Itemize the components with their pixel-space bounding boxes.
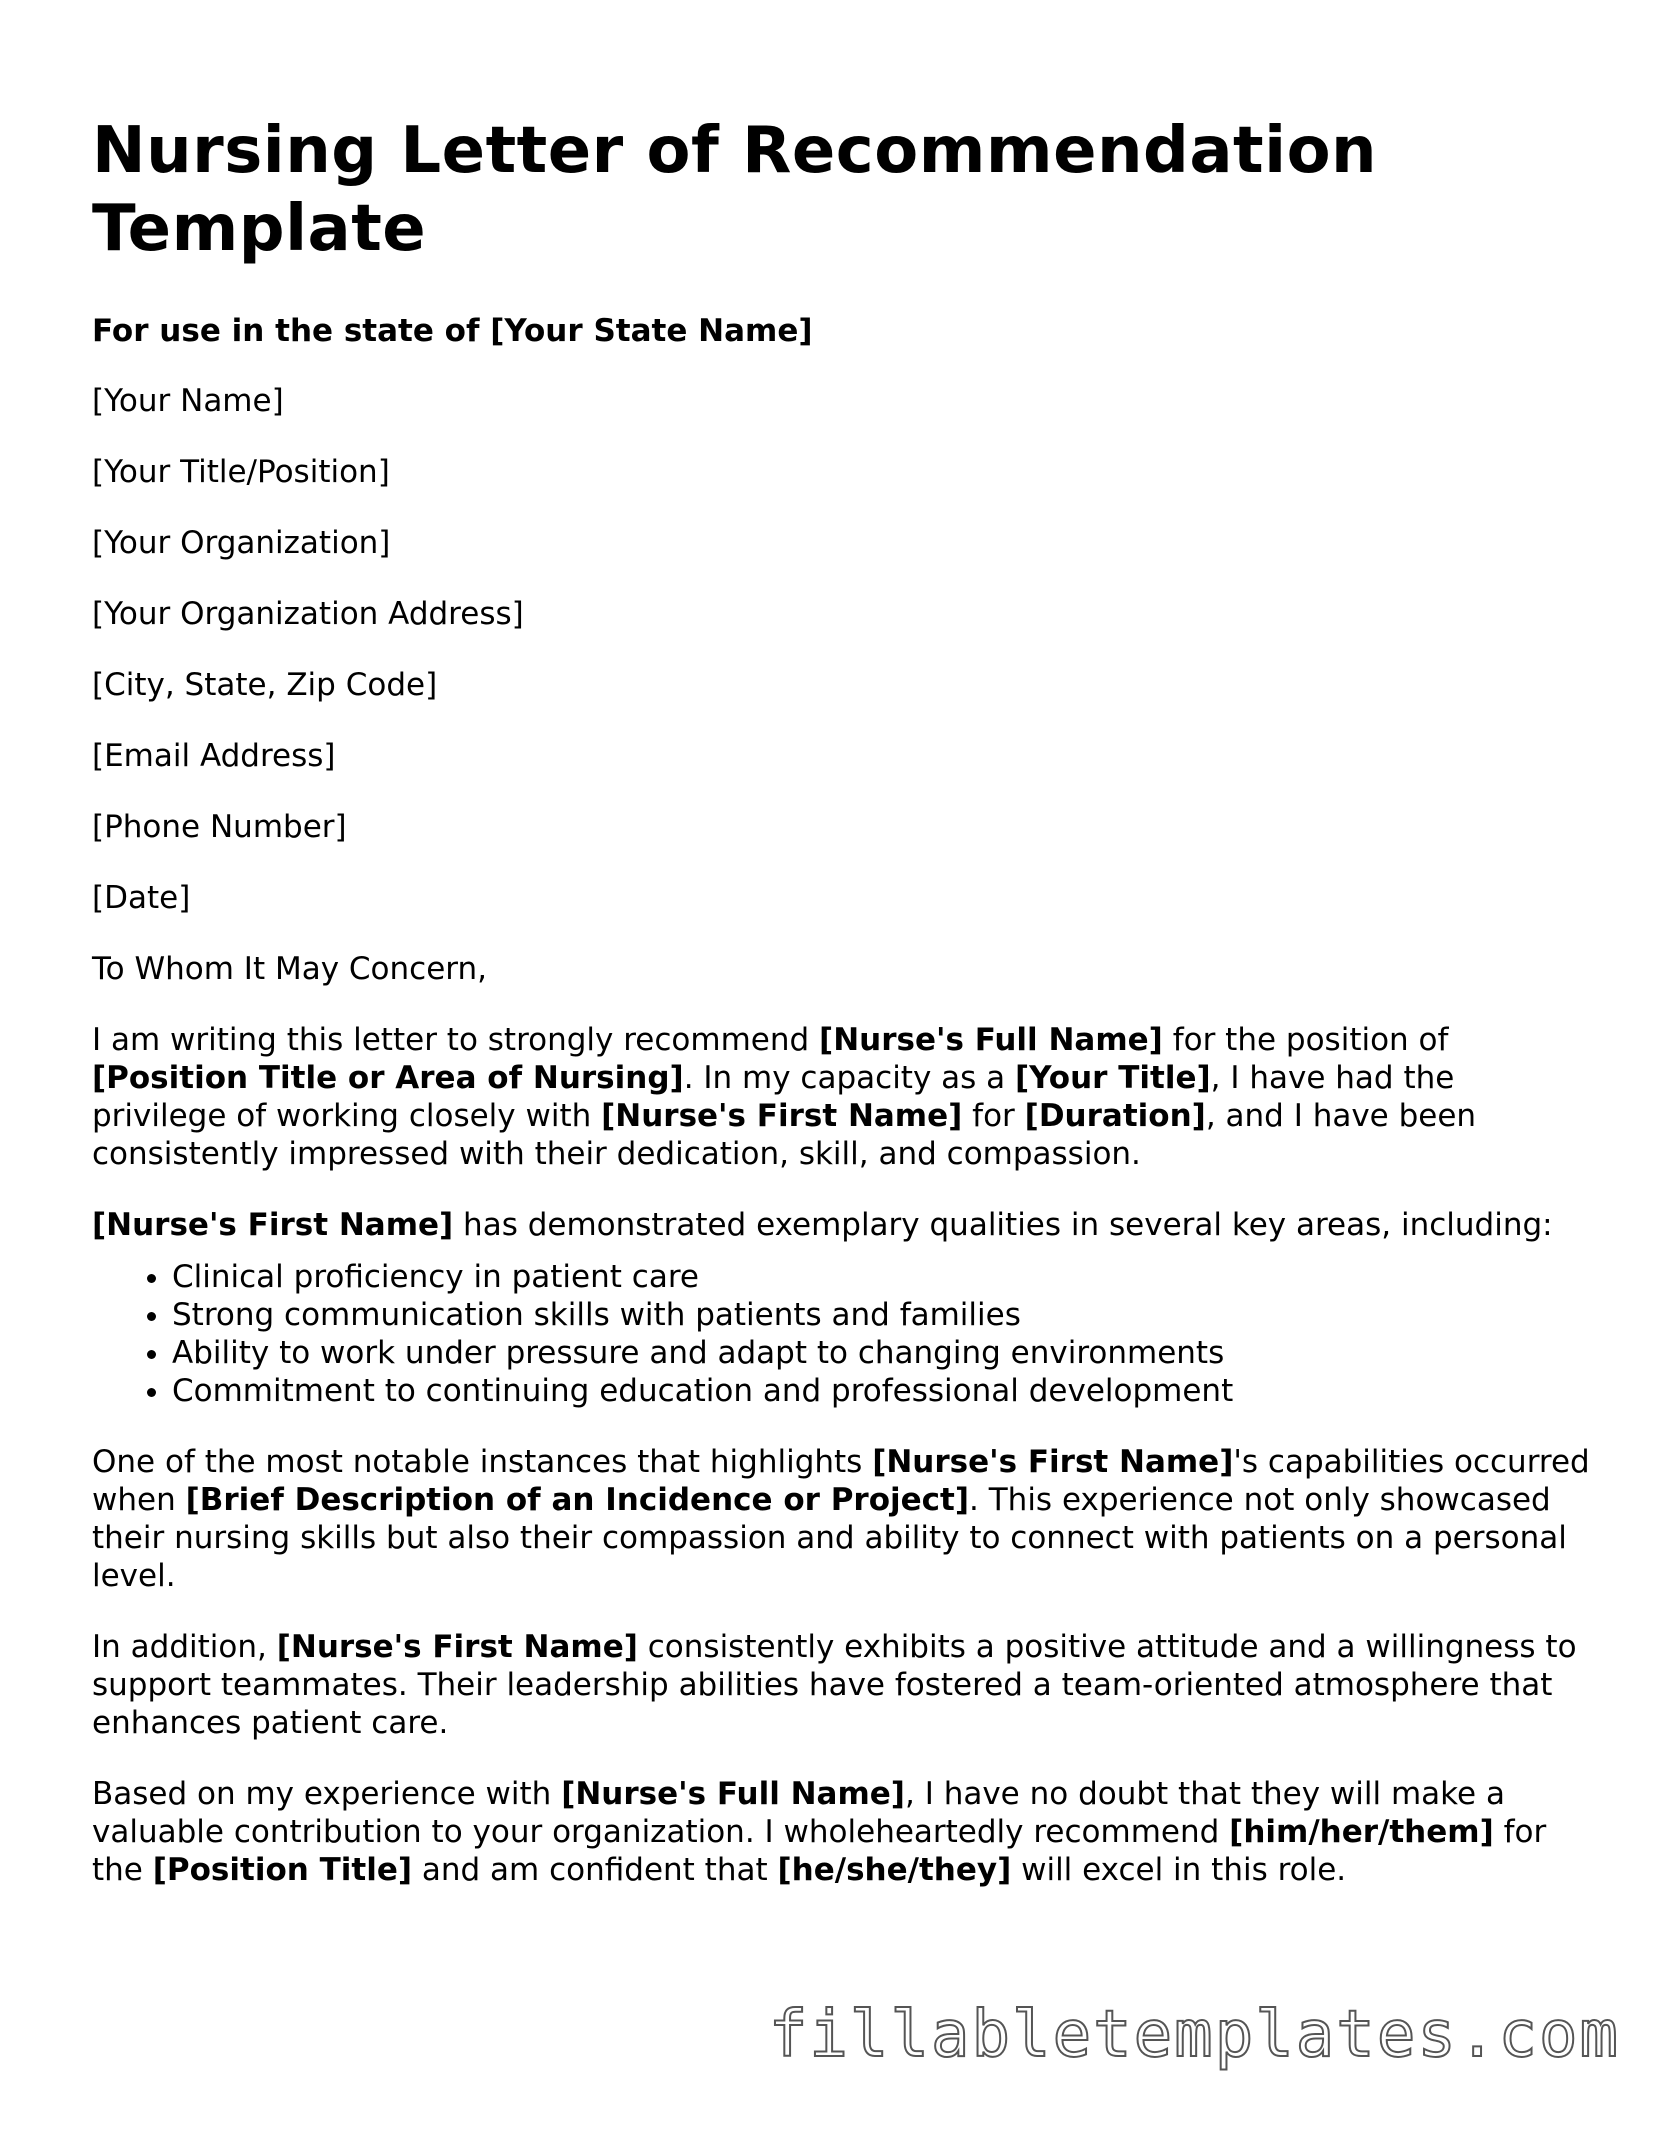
placeholder-position-title: [Position Title] [152, 1852, 413, 1888]
sender-title: [Your Title/Position] [92, 454, 390, 490]
paragraph-attitude [92, 1628, 1592, 1742]
placeholder-nurse-first-name: [Nurse's First Name] [601, 1098, 963, 1134]
paragraph-conclusion [92, 1775, 1592, 1889]
para1-text: . In my capacity as a [683, 1060, 1016, 1096]
placeholder-pronoun-object: [him/her/them] [1229, 1814, 1494, 1850]
para5-text: Based on my experience with [92, 1776, 562, 1812]
placeholder-pronoun-subject: [he/she/they] [777, 1852, 1012, 1888]
list-item: • Commitment to continuing education and professional development [172, 1372, 1592, 1410]
para1-text: , I have had the privilege of working closely with [92, 1060, 1455, 1134]
para5-text: , I have no doubt that they will make a valuable contribution to your organization. I wholeheartedly recommend [92, 1776, 1505, 1850]
para3-text: . This experience not only showcased their nursing skills but also their compassion and ability to connect with patients on a personal level. [92, 1482, 1567, 1594]
placeholder-your-title: [Your Title] [1015, 1060, 1211, 1096]
qualities-list [92, 1258, 1592, 1410]
sender-phone: [Phone Number] [92, 809, 347, 845]
para1-text: , and I have been consistently impressed with their dedication, skill, and compassion. [92, 1098, 1477, 1172]
placeholder-nurse-full-name: [Nurse's Full Name] [819, 1022, 1163, 1058]
placeholder-nurse-first-name: [Nurse's First Name] [276, 1629, 638, 1665]
para4-text: consistently exhibits a positive attitude and a willingness to support teammates. Their leadership abilities have fostered a team-oriented atmosphere that enhances patient care. [92, 1629, 1577, 1741]
para3-text: One of the most notable instances that highlights [92, 1444, 873, 1480]
para5-text: and am confident that [412, 1852, 778, 1888]
placeholder-incidence-description: [Brief Description of an Incidence or Project] [185, 1482, 970, 1518]
letter-date: [Date] [92, 880, 191, 916]
sender-name: [Your Name] [92, 383, 284, 419]
sender-organization: [Your Organization] [92, 525, 391, 561]
para1-text: I am writing this letter to strongly recommend [92, 1022, 820, 1058]
list-item: • Ability to work under pressure and adapt to changing environments [172, 1334, 1592, 1372]
para1-text: for [962, 1098, 1025, 1134]
salutation: To Whom It May Concern, [92, 951, 487, 987]
placeholder-nurse-full-name: [Nurse's Full Name] [561, 1776, 905, 1812]
list-item: • Strong communication skills with patients and families [172, 1296, 1592, 1334]
para5-text: will excel in this role. [1011, 1852, 1347, 1888]
paragraph-qualities-intro [92, 1206, 1592, 1244]
paragraph-introduction [92, 1021, 1592, 1173]
placeholder-nurse-first-name: [Nurse's First Name] [872, 1444, 1234, 1480]
sender-city-state-zip: [City, State, Zip Code] [92, 667, 438, 703]
list-item: • Clinical proficiency in patient care [172, 1258, 1592, 1296]
para2-text: has demonstrated exemplary qualities in several key areas, including: [453, 1207, 1553, 1243]
placeholder-position-title-area: [Position Title or Area of Nursing] [92, 1060, 684, 1096]
document-title: Nursing Letter of Recommendation Template [92, 114, 1378, 266]
sender-email: [Email Address] [92, 738, 336, 774]
sender-address: [Your Organization Address] [92, 596, 524, 632]
state-subtitle: For use in the state of [Your State Name] [92, 313, 813, 349]
placeholder-duration: [Duration] [1024, 1098, 1206, 1134]
watermark-logo: fillabletemplates.com [768, 1998, 1620, 2072]
para1-text: for the position of [1162, 1022, 1449, 1058]
para3-text: 's capabilities occurred when [92, 1444, 1590, 1518]
placeholder-nurse-first-name: [Nurse's First Name] [92, 1207, 454, 1243]
letter-document [92, 112, 1592, 1922]
paragraph-notable-instance [92, 1443, 1592, 1595]
para4-text: In addition, [92, 1629, 277, 1665]
para5-text: for the [92, 1814, 1547, 1888]
